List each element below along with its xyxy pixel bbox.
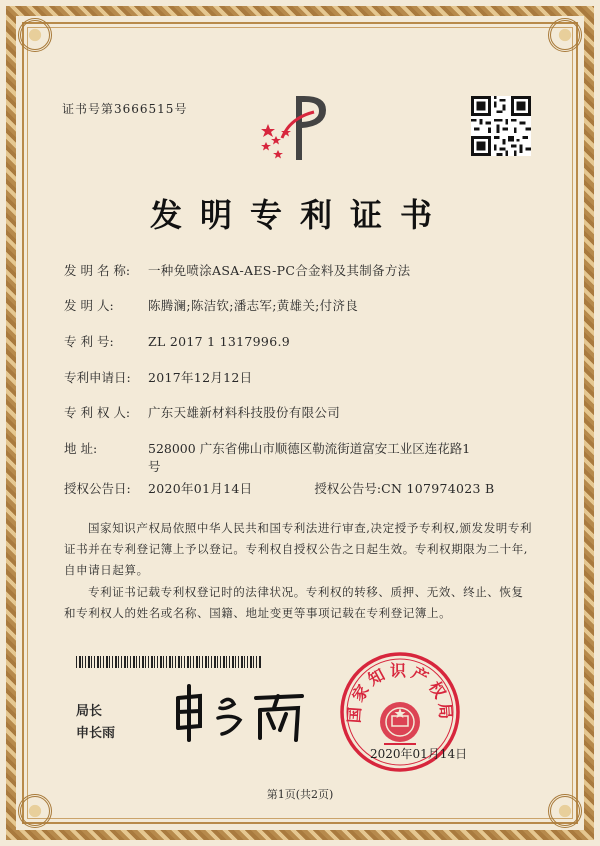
cnipa-logo-icon — [256, 88, 346, 168]
field-filing-date — [64, 369, 252, 387]
field-value: 528000 广东省佛山市顺德区勒流街道富安工业区连花路1号 — [148, 441, 471, 474]
field-value: 广东天雄新材料科技股份有限公司 — [148, 405, 341, 420]
field-invention-name — [64, 262, 410, 280]
field-patent-number — [64, 333, 290, 351]
legal-paragraph: 专利证书记载专利权登记时的法律状况。专利权的转移、质押、无效、终止、恢复和专利权人的姓名或名称、国籍、地址变更等事项记载在专利登记簿上。 — [64, 585, 524, 620]
field-patentee — [64, 404, 340, 422]
field-label: 授权公告日: — [64, 481, 131, 496]
seal-date: 2020年01月14日 — [370, 747, 468, 761]
qr-code-icon — [471, 96, 531, 156]
field-grant — [64, 480, 495, 498]
barcode-icon — [76, 656, 262, 668]
field-value: 一种免喷涂ASA-AES-PC合金料及其制备方法 — [148, 263, 411, 278]
field-label: 专利申请日: — [64, 370, 131, 385]
field-label: 授权公告号: — [314, 481, 382, 496]
certificate-title: 发明专利证书 — [149, 196, 450, 234]
field-inventors — [64, 297, 358, 315]
legal-paragraph: 国家知识产权局依照中华人民共和国专利法进行审查,决定授予专利权,颁发发明专利证书并在专利登记簿上予以登记。专利权自授权公告之日起生效。专利权期限为二十年,自申请日起算。 — [64, 521, 533, 577]
field-label: 发 明 人: — [64, 298, 114, 313]
field-label: 地 址: — [64, 441, 98, 456]
director-name: 申长雨 — [76, 726, 116, 741]
field-value: ZL 2017 1 1317996.9 — [148, 334, 290, 349]
field-label: 发 明 名 称: — [64, 263, 131, 278]
field-label: 专 利 权 人: — [64, 405, 131, 420]
seal-text: 国家知识产权局 — [344, 661, 456, 724]
field-value: CN 107974023 B — [381, 481, 495, 496]
field-value: 2020年01月14日 — [148, 481, 253, 496]
handwritten-signature-icon — [170, 684, 310, 744]
field-value: 2017年12月12日 — [148, 370, 253, 385]
field-value: 陈腾澜;陈洁钦;潘志军;黄雄关;付济良 — [148, 298, 359, 313]
corner-ornament — [18, 18, 52, 52]
certificate-number: 证书号第3666515号 — [62, 102, 188, 116]
page-number: 第1页(共2页) — [266, 788, 334, 801]
field-label: 专 利 号: — [64, 334, 114, 349]
corner-ornament — [548, 18, 582, 52]
director-title: 局长 — [76, 704, 103, 719]
